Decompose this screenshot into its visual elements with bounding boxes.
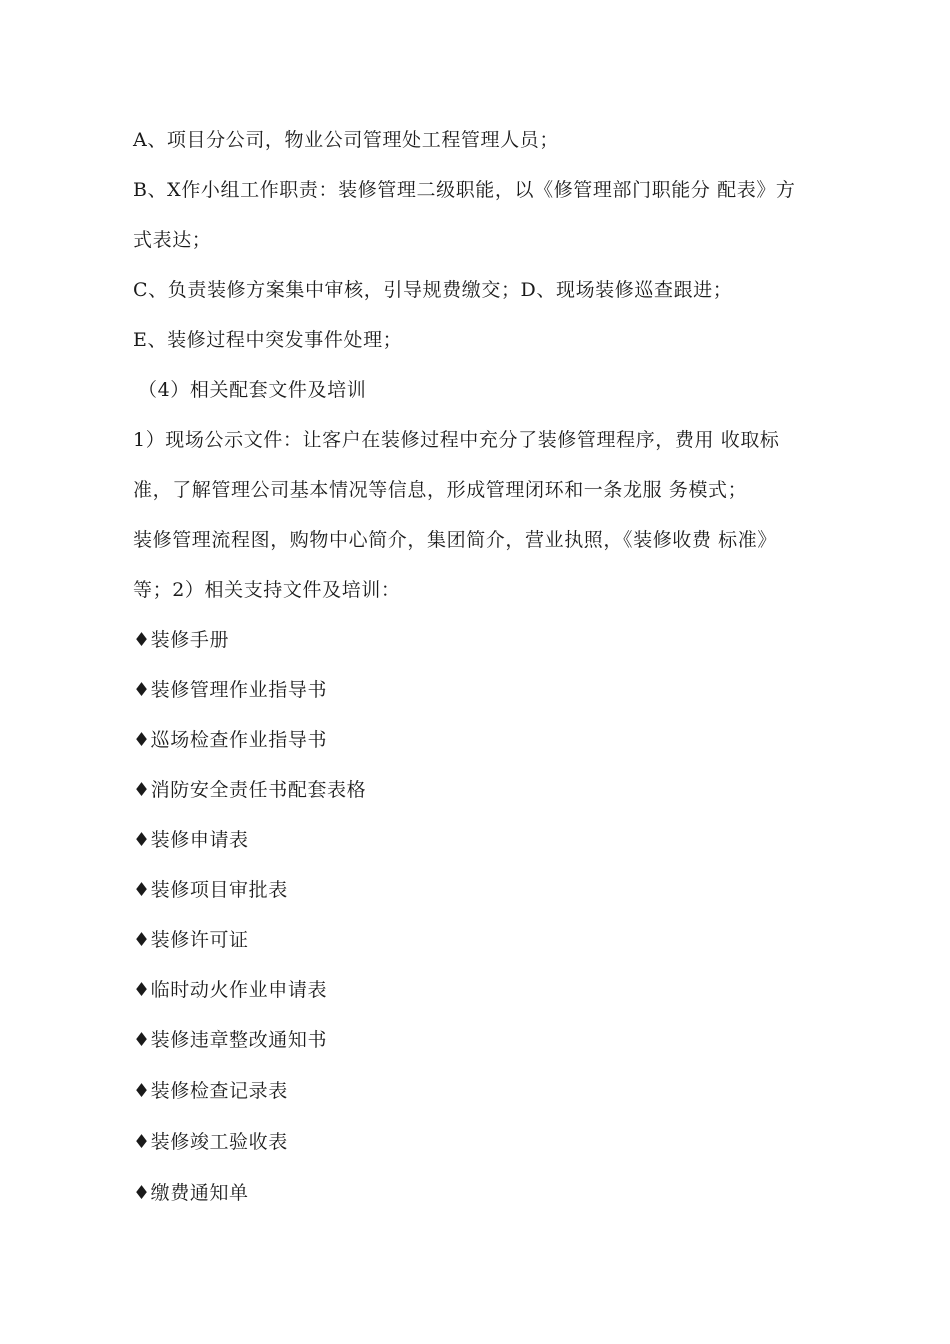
paragraph-line-b: B、X作小组工作职责：装修管理二级职能，以《修管理部门职能分 配表》方: [133, 179, 796, 201]
section-heading: （4）相关配套文件及培训: [138, 379, 367, 401]
paragraph-line-1-cont: 准，了解管理公司基本情况等信息，形成管理闭环和一条龙服 务模式；: [133, 479, 748, 501]
bullet-item: ♦装修申请表: [133, 829, 249, 851]
bullet-item: ♦临时动火作业申请表: [133, 979, 328, 1001]
bullet-diamond-icon: ♦: [133, 679, 151, 701]
bullet-diamond-icon: ♦: [133, 729, 151, 751]
bullet-diamond-icon: ♦: [133, 1182, 151, 1204]
paragraph-line-2: 等；2）相关支持文件及培训：: [133, 579, 401, 601]
bullet-item: ♦消防安全责任书配套表格: [133, 779, 367, 801]
paragraph-line-1: 1）现场公示文件：让客户在装修过程中充分了装修管理程序，费用 收取标: [133, 429, 780, 451]
bullet-item: ♦装修手册: [133, 629, 230, 651]
bullet-diamond-icon: ♦: [133, 829, 151, 851]
bullet-diamond-icon: ♦: [133, 879, 151, 901]
bullet-diamond-icon: ♦: [133, 779, 151, 801]
bullet-item: ♦装修项目审批表: [133, 879, 288, 901]
bullet-diamond-icon: ♦: [133, 1080, 151, 1102]
paragraph-line-a: A、项目分公司，物业公司管理处工程管理人员；: [133, 129, 559, 151]
paragraph-line-e: E、装修过程中突发事件处理；: [133, 329, 403, 351]
bullet-item: ♦装修许可证: [133, 929, 249, 951]
bullet-diamond-icon: ♦: [133, 979, 151, 1001]
bullet-item: ♦装修检查记录表: [133, 1080, 288, 1102]
bullet-diamond-icon: ♦: [133, 629, 151, 651]
bullet-item: ♦巡场检查作业指导书: [133, 729, 328, 751]
bullet-item: ♦装修竣工验收表: [133, 1131, 288, 1153]
bullet-item: ♦装修管理作业指导书: [133, 679, 328, 701]
bullet-item: ♦缴费通知单: [133, 1182, 249, 1204]
bullet-diamond-icon: ♦: [133, 929, 151, 951]
bullet-diamond-icon: ♦: [133, 1131, 151, 1153]
paragraph-line-docs: 装修管理流程图，购物中心简介，集团简介，营业执照，《装修收费 标准》: [133, 529, 777, 551]
paragraph-line-b-cont: 式表达；: [133, 229, 212, 251]
bullet-diamond-icon: ♦: [133, 1029, 151, 1051]
bullet-item: ♦装修违章整改通知书: [133, 1029, 328, 1051]
paragraph-line-c: C、负责装修方案集中审核，引导规费缴交；D、现场装修巡查跟进；: [133, 279, 733, 301]
